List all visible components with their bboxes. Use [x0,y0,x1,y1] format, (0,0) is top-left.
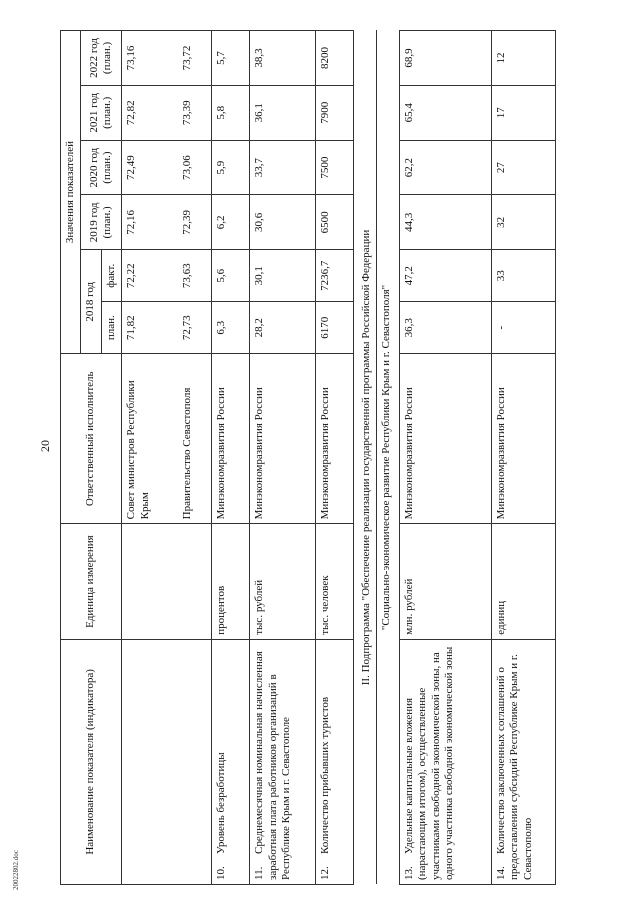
table-row: Правительство Севастополя 72,73 73,63 72,39 73,06 73,39 73,72 [178,31,212,885]
table-row: 13.Удельные капитальные вложения (нарастающим итогом), осуществленные участниками свободной экономической зоны, на одного участника свободной экономической зоны млн. рублей Минэкономразвития России 36,3 47,2 44,3 62,2 65,4 68,9 [400,31,492,885]
indicators-table [60,30,556,885]
table-row: Совет министров Республики Крым 71,82 72,22 72,16 72,49 72,82 73,16 [122,31,178,885]
program-heading-line2: "Социально-экономическое развитие Республики Крым и г. Севастополя" [376,31,399,885]
cell-name: 14.Количество заключенных соглашений о предоставлении субсидий Республике Крым и г. Севастополю [492,639,556,884]
table-row: 11.Среднемесячная номинальная начисленная заработная плата работников организаций в Республике Крым и г. Севастополе тыс. рублей Минэкономразвития России 28,2 30,1 30,6 33,7 36,1 38,3 [250,31,316,885]
cell-responsible: Минэкономразвития России [492,354,556,524]
header-2020: 2020 год (план.) [81,140,122,195]
cell-responsible: Совет министров Республики Крым [122,354,178,524]
header-2018: 2018 год [81,250,101,354]
table-header [61,31,122,885]
header-2022: 2022 год (план.) [81,31,122,86]
cell-responsible: Минэкономразвития России [250,354,316,524]
header-plan: план. [101,302,121,354]
header-unit: Единица измерения [61,524,122,639]
page-number: 20 [38,440,52,452]
cell-name: 12.Количество прибывших туристов [316,639,354,884]
cell-responsible: Минэкономразвития России [316,354,354,524]
cell-unit: единиц [492,524,556,639]
cell-unit: процентов [212,524,250,639]
table-row: 14.Количество заключенных соглашений о предоставлении субсидий Республике Крым и г. Севастополю единиц Минэкономразвития России - 33 32 27 17 12 [492,31,556,885]
table-row: 12.Количество прибывших туристов тыс. человек Минэкономразвития России 6170 7236,7 6500 7500 7900 8200 [316,31,354,885]
header-values: Значения показателей [61,31,81,354]
cell-responsible: Минэкономразвития России [400,354,492,524]
cell-unit: млн. рублей [400,524,492,639]
program-heading-line1: II. Подпрограмма "Обеспечение реализации государственной программы Российской Федерации [354,31,376,885]
cell-name: 13.Удельные капитальные вложения (нарастающим итогом), осуществленные участниками свободной экономической зоны, на одного участника свободной экономической зоны [400,639,492,884]
header-name: Наименование показателя (индикатора) [61,639,122,884]
header-2021: 2021 год (план.) [81,85,122,140]
header-fact: факт. [101,250,121,302]
program-heading-row [354,31,376,885]
rotated-page [60,30,580,885]
cell-unit: тыс. рублей [250,524,316,639]
cell-name: 10.Уровень безработицы [212,639,250,884]
cell-unit: тыс. человек [316,524,354,639]
header-responsible: Ответственный исполнитель [61,354,122,524]
table-row: 10.Уровень безработицы процентов Минэкономразвития России 6,3 5,6 6,2 5,9 5,8 5,7 [212,31,250,885]
cell-name: 11.Среднемесячная номинальная начисленная заработная плата работников организаций в Республике Крым и г. Севастополе [250,639,316,884]
footer-filename: 20022802.doc [12,850,20,890]
program-heading-row [376,31,399,885]
header-2019: 2019 год (план.) [81,195,122,250]
cell-responsible: Минэкономразвития России [212,354,250,524]
cell-responsible: Правительство Севастополя [178,354,212,524]
